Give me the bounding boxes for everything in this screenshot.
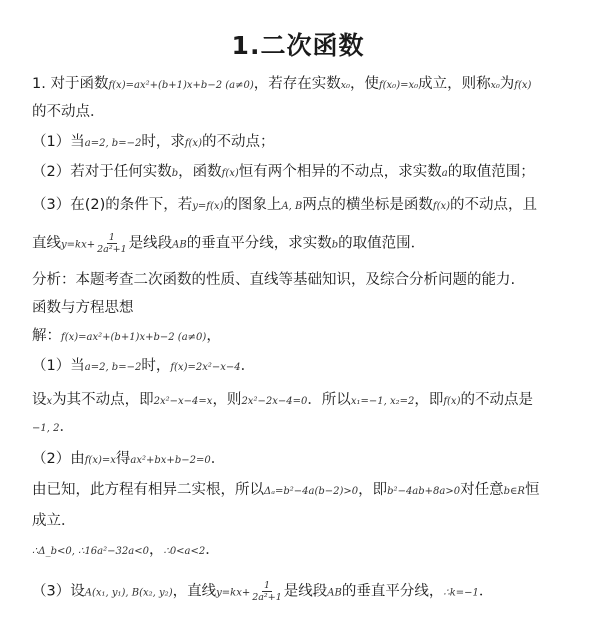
solution-text: （2）由 [32, 451, 85, 467]
solution-text: 恒 [524, 482, 540, 498]
problem-text: （1）当 [32, 134, 85, 150]
problem-text: 的不动点； [201, 134, 275, 150]
solution-text: ，直线 [172, 583, 217, 600]
problem-text: 为 [499, 76, 515, 92]
solution-text: ． [240, 358, 256, 374]
formula: ∴0<a<2 [163, 546, 206, 557]
solution-text: ． [478, 583, 494, 600]
solution-text: ， [148, 542, 164, 558]
formula: ∴Δ_b<0, ∴16a²−32a<0 [32, 546, 149, 557]
formula: f(x)=2x²−x−4 [170, 362, 241, 373]
formula: 2x²−x−4=x [153, 396, 213, 407]
question-1 [32, 132, 274, 154]
problem-text: 的图象上 [223, 197, 282, 213]
formula: a=2, b=−2 [84, 362, 142, 373]
formula: a=2, b=−2 [84, 138, 142, 149]
solution-text: 时， [141, 358, 171, 374]
problem-text: （3）在(2)的条件下，若 [32, 197, 193, 213]
problem-text: ，函数 [178, 164, 222, 180]
fraction-numerator: 1 [108, 232, 115, 243]
method-line: 函数与方程思想 [32, 300, 134, 316]
formula: x₀ [340, 80, 350, 91]
fraction-denominator: 2a²+1 [252, 592, 282, 603]
formula: y=kx+ [61, 239, 96, 251]
problem-text: ，使 [349, 76, 379, 92]
solution-discriminant [32, 480, 539, 502]
formula: A(x₁, y₁), B(x₂, y₂) [84, 587, 173, 599]
problem-text: （2）若对于任何实数 [32, 164, 172, 180]
solution-text: 设 [32, 392, 47, 408]
formula: f(x) [184, 138, 202, 149]
solution-text: 的垂直平分线， [341, 583, 444, 600]
solution-intro [32, 326, 221, 348]
solution-text: ．所以 [307, 392, 351, 408]
fraction [250, 580, 284, 603]
problem-text: 的不动点，且 [450, 197, 538, 213]
problem-text: 恒有两个相异的不动点，求实数 [238, 164, 442, 180]
problem-text: 的取值范围； [447, 164, 535, 180]
fraction-denominator: 2a²+1 [97, 244, 127, 255]
question-3 [32, 195, 537, 217]
solution-text: （1）当 [32, 358, 85, 374]
solution-text: 对任意 [460, 482, 504, 498]
problem-text: 的取值范围． [338, 235, 426, 252]
solution-part-3 [32, 580, 493, 604]
solution-fixed-point [32, 390, 533, 412]
page-title: 1.二次函数 [231, 31, 365, 60]
solution-holds: 成立． [32, 513, 76, 529]
solution-text: （3）设 [32, 583, 85, 600]
formula: f(x) [221, 168, 239, 179]
formula: b∈R [503, 486, 525, 497]
formula: Δₐ=b²−4a(b−2)>0 [264, 486, 359, 497]
solution-part-1 [32, 356, 255, 378]
formula: x₀ [490, 80, 500, 91]
solution-text: ，即 [358, 482, 388, 498]
formula: f(x) [514, 80, 532, 91]
solution-text: ，即 [414, 392, 444, 408]
formula: f(x)=x [84, 455, 116, 466]
formula: f(x) [432, 201, 451, 212]
problem-line-1 [32, 74, 531, 96]
formula: b [171, 168, 179, 179]
solution-text: ， [206, 328, 221, 344]
problem-text: 成立，则称 [418, 76, 491, 92]
analysis-line: 分析：本题考查二次函数的性质、直线等基础知识，及综合分析问题的能力. [32, 272, 516, 288]
formula: f(x) [443, 396, 461, 407]
formula: y=f(x) [192, 201, 224, 212]
question-3-cont [32, 232, 425, 256]
formula: f(x)=ax²+(b+1)x+b−2 (a≠0) [108, 80, 254, 91]
problem-text: 时，求 [141, 134, 185, 150]
solution-part-2 [32, 449, 225, 471]
solution-text: 由已知，此方程有相异二实根，所以 [32, 482, 264, 498]
formula: 2x²−2x−4=0 [241, 396, 308, 407]
formula: AB [172, 239, 187, 251]
formula: f(x)=ax²+(b+1)x+b−2 (a≠0) [61, 332, 207, 343]
fraction-numerator: 1 [263, 580, 270, 591]
formula: AB [327, 587, 342, 599]
solution-text: 为其不动点，即 [52, 392, 154, 408]
problem-line-2: 的不动点． [32, 104, 105, 120]
formula: A, B [281, 201, 303, 212]
solution-text: ． [205, 542, 220, 558]
formula: a [441, 168, 448, 179]
solution-text: 得 [115, 451, 131, 467]
problem-text: 的垂直平分线，求实数 [186, 235, 332, 252]
problem-text: 两点的横坐标是函数 [302, 197, 433, 213]
problem-text: ，若存在实数 [253, 76, 341, 92]
solution-text: ． [59, 419, 74, 435]
formula: x [46, 396, 53, 407]
formula: −1, 2 [32, 423, 60, 434]
formula: x₁=−1, x₂=2 [350, 396, 415, 407]
question-2 [32, 162, 535, 184]
solution-text: 的不动点是 [460, 392, 533, 408]
solution-text: 是线段 [283, 583, 328, 600]
fraction [95, 232, 129, 255]
solution-text: ，则 [212, 392, 242, 408]
solution-fixed-point-values [32, 417, 74, 439]
problem-text: 直线 [32, 235, 61, 252]
formula: y=kx+ [216, 587, 251, 599]
formula: ∴k=−1 [443, 587, 479, 599]
formula: b²−4ab+8a>0 [387, 486, 461, 497]
solution-conclusion-2 [32, 540, 220, 562]
formula: f(x₀)=x₀ [378, 80, 419, 91]
solution-label: 解： [32, 328, 61, 344]
formula: ax²+bx+b−2=0 [130, 455, 211, 466]
formula: b [331, 239, 339, 251]
solution-text: ． [210, 451, 226, 467]
problem-text: 是线段 [128, 235, 173, 252]
problem-text: 1. 对于函数 [32, 76, 109, 92]
